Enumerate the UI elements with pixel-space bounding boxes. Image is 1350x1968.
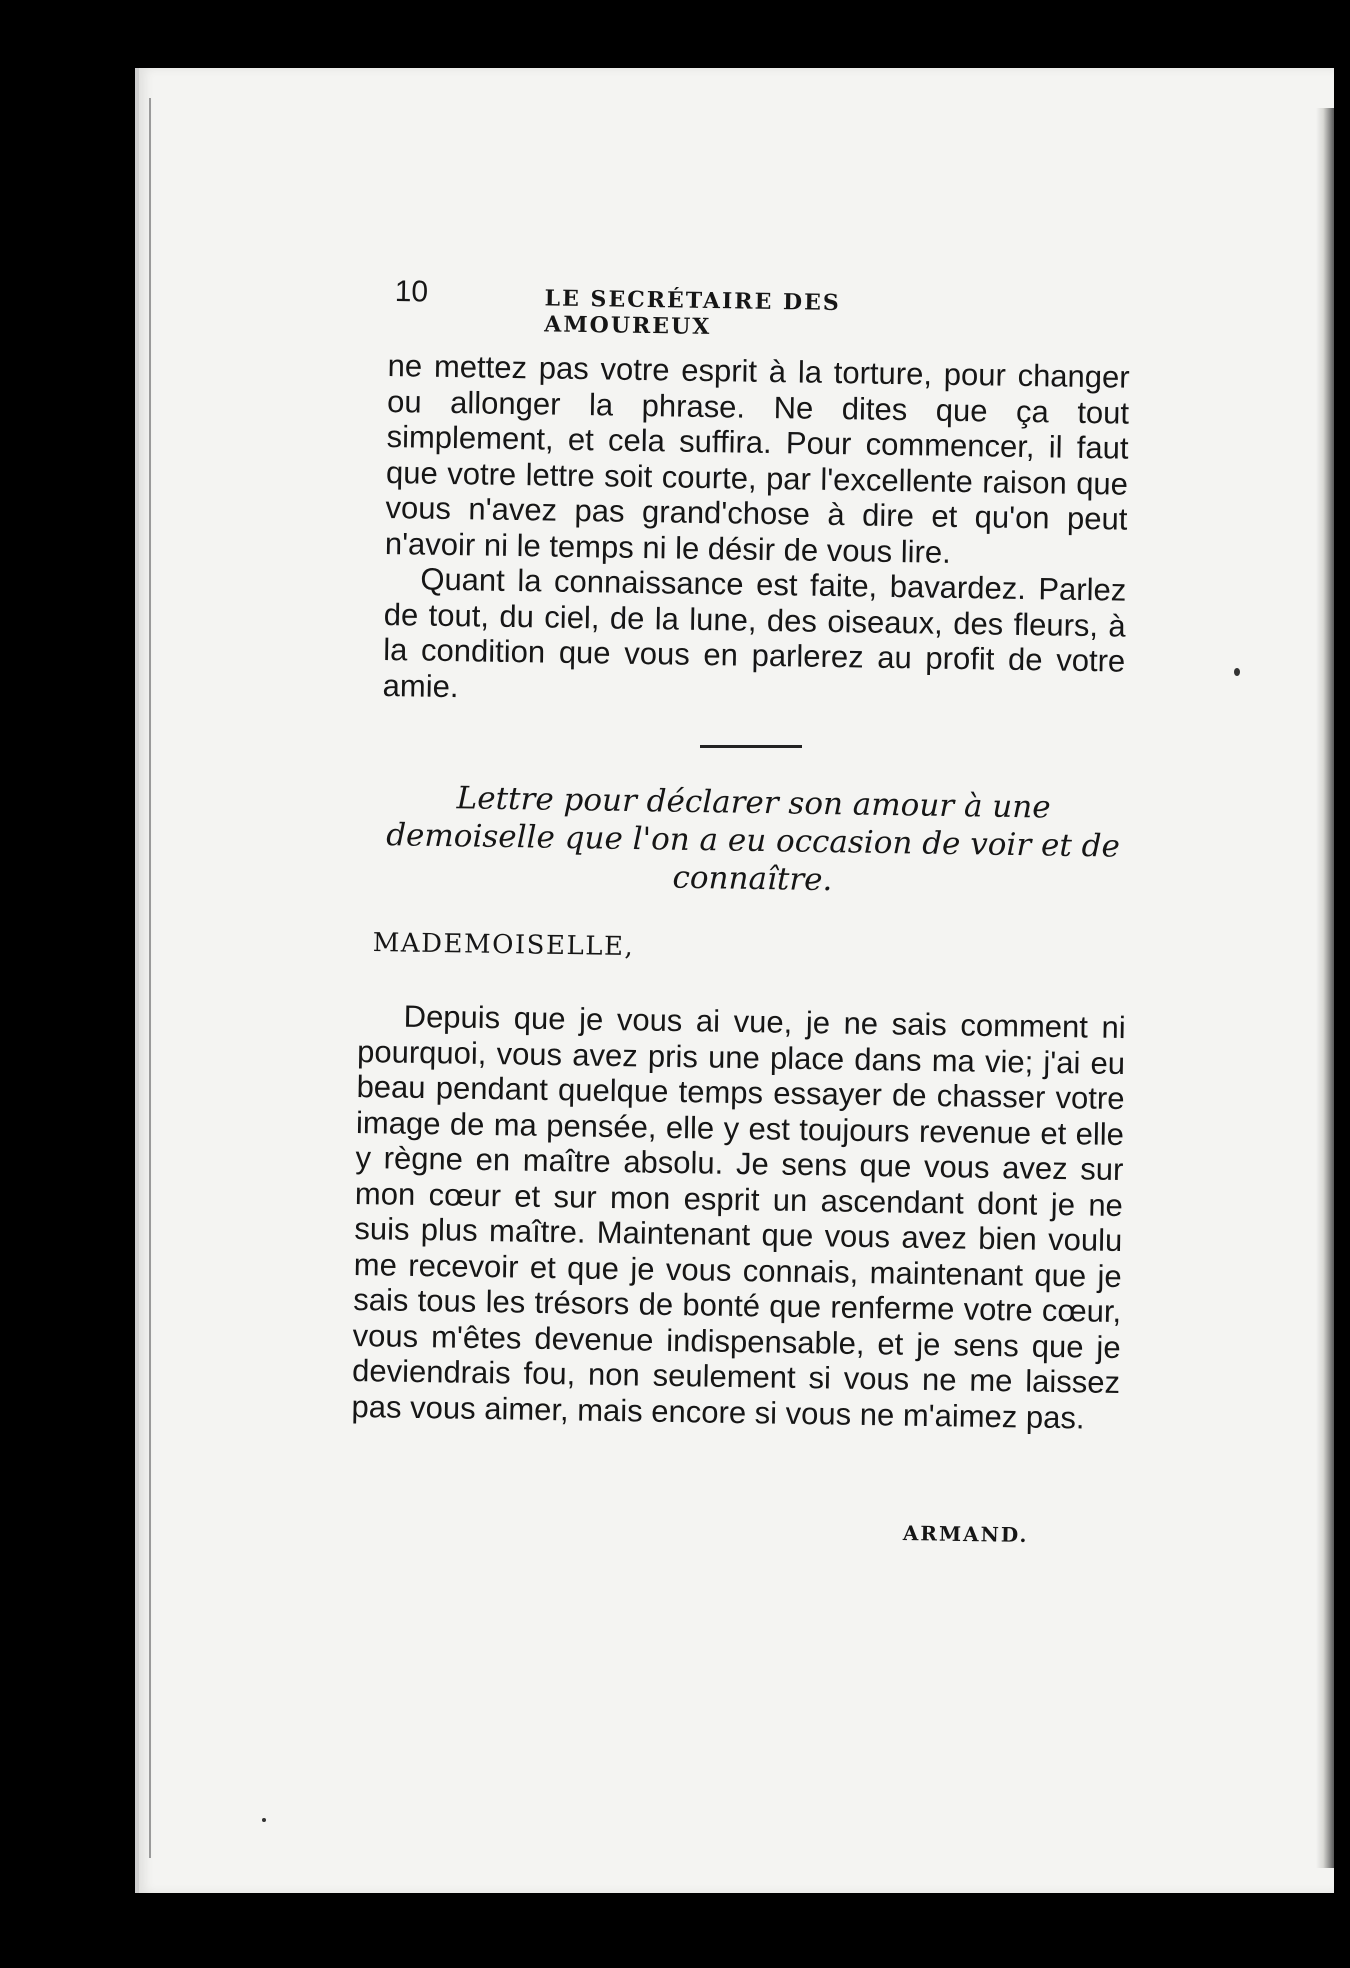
letter-title: Lettre pour déclarer son amour à une demoiselle que l'on a eu occasion de voir et de connaître.	[385, 780, 1121, 899]
scan-speck	[262, 1818, 266, 1822]
page-number: 10	[394, 275, 429, 309]
page-header	[394, 275, 1015, 340]
page-margin-line	[149, 98, 151, 1858]
running-title: LE SECRÉTAIRE DES AMOUREUX	[544, 285, 841, 340]
paragraph: ne mettez pas votre esprit à la torture, pour changer ou allonger la phrase. Ne dites que ça tout simplement, et cela suffira. Pour commencer, il faut que votre lettre soit courte, par l'excellente raison que vous n'avez pas grand'chose à dire et qu'on peut n'avoir ni le temps ni le désir de vous lire.	[384, 348, 1130, 570]
scan-speck	[1234, 668, 1240, 676]
paragraph: Quant la connaissance est faite, bavardez. Parlez de tout, du ciel, de la lune, des oiseaux, des fleurs, à la condition que vous en parlerez au profit de votre amie.	[382, 561, 1127, 704]
signature: ARMAND.	[902, 1521, 1029, 1547]
page-edge-shadow	[1316, 108, 1334, 1868]
scanned-page	[135, 68, 1334, 1893]
paragraph: Depuis que je vous ai vue, je ne sais comment ni pourquoi, vous avez pris une place dans ma vie; j'ai eu beau pendant quelque temps essayer de chasser votre image de ma pensée, elle y est toujours revenue et elle y règne en maître absolu. Je sens que vous avez sur mon cœur et sur mon esprit un ascendant dont je ne suis plus maître. Maintenant que vous avez bien voulu me recevoir et que je vous connais, maintenant que je sais tous les trésors de bonté que renferme votre cœur, vous m'êtes devenue indispensable, et je sens que je deviendrais fou, non seulement si vous ne me laissez pas vous aimer, mais encore si vous ne m'aimez pas.	[351, 998, 1126, 1435]
salutation: MADEMOISELLE,	[372, 928, 635, 963]
body-text-top	[382, 348, 1129, 715]
letter-body	[351, 998, 1126, 1436]
section-divider	[700, 745, 802, 748]
